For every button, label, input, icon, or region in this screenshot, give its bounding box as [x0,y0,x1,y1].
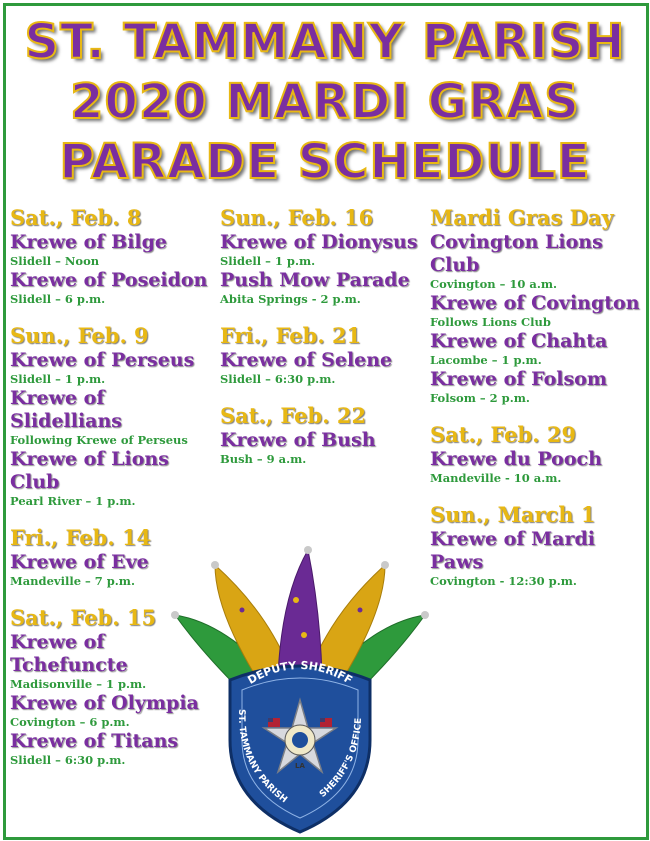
parade-location: Follows Lions Club [430,315,551,329]
sheriff-badge-jester-emblem [170,540,430,840]
parade-location: Folsom – 2 p.m. [430,391,530,405]
date-block [220,323,425,387]
date-block [430,502,642,589]
parade-date: Sun., March 1 [430,502,596,527]
parade-name: Krewe of Perseus [10,349,195,371]
parade-date: Mardi Gras Day [430,205,614,230]
title-line-3: PARADE SCHEDULE [59,134,591,190]
parade-date: Fri., Feb. 14 [10,525,152,550]
parade-name: Covington Lions Club [430,231,603,276]
badge-left-text: ST. TAMMANY PARISH [236,708,289,806]
title-line-1: ST. TAMMANY PARISH [24,14,626,70]
parade-date: Sun., Feb. 16 [220,205,374,230]
parade-location: Covington – 6 p.m. [10,715,130,729]
parade-name: Krewe of Tchefuncte [10,631,128,676]
parade-name: Krewe of Mardi Paws [430,528,595,573]
parade-name: Krewe of Titans [10,730,179,752]
schedule-column-3 [430,205,642,605]
parade-date: Fri., Feb. 21 [220,323,362,348]
parade-location: Slidell – 1 p.m. [10,372,106,386]
badge-right-text: SHERIFF'S OFFICE [318,717,364,800]
parade-name: Krewe of Olympia [10,692,199,714]
parade-date: Sat., Feb. 22 [220,403,367,428]
parade-location: Covington - 12:30 p.m. [430,574,577,588]
parade-location: Slidell – 6 p.m. [10,292,106,306]
parade-date: Sat., Feb. 8 [10,205,142,230]
parade-date: Sat., Feb. 29 [430,422,577,447]
parade-location: Covington – 10 a.m. [430,277,558,291]
parade-name: Krewe of Poseidon [10,269,208,291]
title-line-2: 2020 MARDI GRAS [70,74,580,130]
parade-location: Madisonville – 1 p.m. [10,677,147,691]
parade-name: Krewe of Eve [10,551,149,573]
date-block [430,422,642,486]
date-block [10,205,215,307]
parade-name: Krewe of Selene [220,349,393,371]
parade-name: Krewe du Pooch [430,448,602,470]
parade-date: Sun., Feb. 9 [10,323,149,348]
date-block [220,403,425,467]
sheriff-badge-icon [230,659,370,832]
date-block [430,205,642,406]
parade-location: Pearl River – 1 p.m. [10,494,136,508]
parade-name: Krewe of Chahta [430,330,608,352]
parade-location: Following Krewe of Perseus [10,433,188,447]
parade-name: Push Mow Parade [220,269,410,291]
parade-location: Mandeville - 10 a.m. [430,471,562,485]
parade-location: Abita Springs - 2 p.m. [220,292,361,306]
parade-name: Krewe of Folsom [430,368,607,390]
parade-date: Sat., Feb. 15 [10,605,157,630]
parade-location: Slidell – 1 p.m. [220,254,316,268]
parade-location: Lacombe – 1 p.m. [430,353,542,367]
parade-location: Bush – 9 a.m. [220,452,307,466]
date-block [10,323,215,509]
schedule-column-2 [220,205,425,483]
parade-location: Slidell – 6:30 p.m. [10,753,126,767]
date-block [220,205,425,307]
parade-location: Mandeville – 7 p.m. [10,574,135,588]
parade-location: Slidell – 6:30 p.m. [220,372,336,386]
badge-top-text: DEPUTY SHERIFF [245,658,355,687]
parade-name: Krewe of Bush [220,429,376,451]
parade-name: Krewe of Covington [430,292,640,314]
parade-location: Slidell – Noon [10,254,100,268]
parade-name: Krewe of Slidellians [10,387,123,432]
parade-name: Krewe of Bilge [10,231,168,253]
parade-name: Krewe of Dionysus [220,231,418,253]
parade-name: Krewe of Lions Club [10,448,169,493]
badge-star-text: LA [295,762,305,770]
